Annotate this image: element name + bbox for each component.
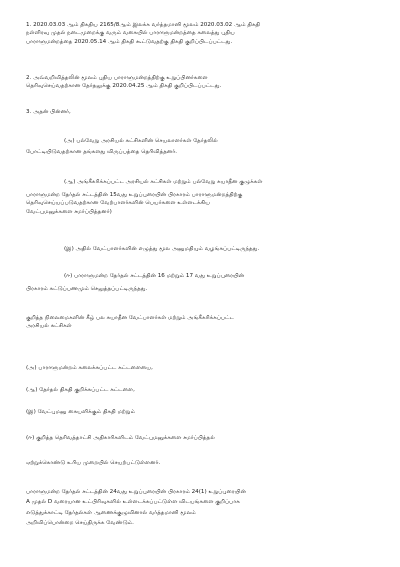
paragraph-1 [26, 21, 377, 46]
text-line: (அ) பல்வேறு அரசியல் கட்சிகளின் செயலாளர்கள் தேர்தலில் [64, 138, 218, 144]
paragraph-accepted [26, 459, 377, 467]
text-line: A முதல் D வரையான உட்பிரிவுகளில் உள்ளடக்கப்பட்டுள்ள விடயங்களை குறிப்பாக [26, 499, 240, 506]
text-line: ஏற்றுக்கொண்டு உரிய முறையில் செயற்பட்டுள்ளனர். [26, 460, 161, 466]
item-i-written-consent [64, 245, 377, 253]
text-line: 2. அவ்வறிவித்தலின் மூலம் புதிய பாராளுமன்றத்திற்கு உறுப்பினர்களை [26, 75, 208, 81]
item-ii-continuation [26, 285, 377, 293]
text-line: எடுத்துக்காட்டி தேர்தல்கள் ஆணைக்குழுவினால் வர்த்தமானி மூலம் [26, 509, 196, 516]
list-item-ii [26, 434, 377, 442]
text-line: வேட்புமனுக்களை சமர்ப்பித்தனர்) [26, 208, 112, 215]
text-line: பாராளுமன்ற தேர்தல் சட்டத்தின் 15வது உறுப்புரையின் பிரகாரம் பாராளுமன்றத்திற்கு [26, 192, 243, 198]
list-item-aa [26, 386, 377, 394]
text-line: தெரிவுசெய்வதற்கான தேர்தலுக்கு 2020.04.25 ஆம் திகதி குறிப்பிடப்பட்டது. [26, 83, 222, 90]
item-a-continuation [26, 148, 377, 156]
item-aa-continuation [26, 191, 377, 216]
text-line: தெரிவுசெய்யப்படுவதற்கான வேற்பாளர்களின் பெயர்களை உள்ளடக்கிய [26, 200, 210, 207]
list-item-a [26, 364, 377, 372]
text-line: 1. 2020.03.03 ஆம் திகதிய 2165/8ஆம் இலக்க வர்த்தமானி மூலம் 2020.03.02 ஆம் திகதி [26, 22, 261, 28]
text-line: பிரகாரம் கட்டுப்பணமும் செலுத்தப்பட்டிருந்தது. [26, 286, 148, 292]
item-a-political-parties [64, 137, 377, 145]
paragraph-3 [26, 108, 377, 116]
text-line: (ஆ) அங்கீகரிக்கப்பட்ட அரசியல் கட்சிகள் மற்றும் பல்வேறு சுயாதீன குழுக்கள் [64, 179, 263, 185]
text-line: குறித்த நிலைமைகளின் கீழ் பல சுயாதீன வேட்பாளர்கள் மற்றும் அங்கீகரிக்கப்பட்ட [26, 315, 234, 321]
text-line: அறிவிப்பொன்றை செய்திருக்க வேண்டும். [26, 520, 134, 527]
item-aa-nominations [64, 178, 377, 186]
text-line: (இ) வேட்புமனு கையளிக்கும் திகதி மற்றும் [26, 409, 135, 415]
item-ii-deposit [64, 272, 377, 280]
text-line: அரசியல் கட்சிகள் [26, 323, 72, 330]
text-line: (ஈ) குறித்த தெரிவத்தாட்சி அதிகாரிகளிடம் வேட்புமனுக்களை சமர்ப்பித்தல் [26, 435, 215, 441]
text-line: நள்ளிரவு முதல் நடைமுறைக்கு வரும் வகையில் பாராளுமன்றத்தை கலைத்து புதிய [26, 30, 235, 37]
text-line: பாராளுமன்ற தேர்தல் சட்டத்தின் 24வது உறுப்புரையின் பிரகாரம் 24(1) உறுப்புரையின் [26, 489, 246, 495]
text-line: (இ) அதில் வேட்பாளர்களின் எழுத்து மூல அனுமதியும் வழங்கப்பட்டிருந்தது. [64, 246, 260, 252]
text-line: போட்டியிடுவதற்கான தங்களது விருப்பத்தை தெரிவித்தனர். [26, 149, 178, 155]
text-line: (அ) பாராளுமன்றம் கலைக்கப்பட்ட கட்டளையை, [26, 365, 153, 371]
text-line: (ஆ) தேர்தல் திகதி குறிக்கப்பட்ட கட்டளை, [26, 387, 135, 393]
text-line: 3. அதன் பின்னர், [26, 109, 71, 115]
paragraph-conditions [26, 314, 377, 331]
paragraph-2 [26, 74, 377, 91]
text-line: பாராளுமன்றத்தை 2020.05.14 ஆம் திகதி கூட்டுவதற்கு திகதி குறிப்பிடப்பட்டது. [26, 38, 233, 45]
list-item-i [26, 408, 377, 416]
text-line: (ஈ) பாராளுமன்ற தேர்தல் சட்டத்தின் 16 மற்றும் 17 வது உறுப்புரையின் [64, 273, 245, 279]
paragraph-gazette-requirement [26, 488, 377, 528]
